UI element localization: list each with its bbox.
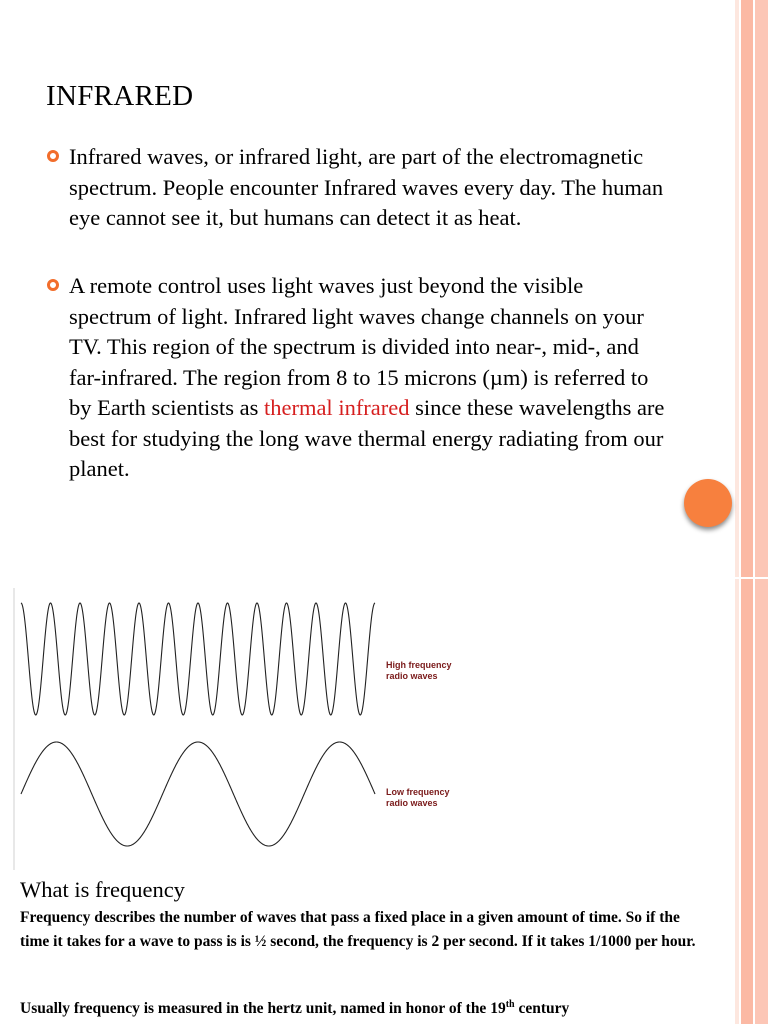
low-frequency-wave xyxy=(21,742,375,846)
bullet-text-start: A remote control uses light waves just beyond the visible spectrum of light. Infrared light waves change channels on your TV. This region of the spectrum is divided into near-, mid-, and far-infrared. The region from 8 to 15 microns (µm) is referred to by Earth scientists as xyxy=(69,273,649,420)
bullet-circle-icon xyxy=(47,279,59,291)
section-heading: What is frequency xyxy=(20,877,185,902)
bullet-item xyxy=(47,271,667,485)
high-frequency-wave xyxy=(21,603,375,715)
frequency-paragraph xyxy=(20,997,710,1021)
paragraph-text: century xyxy=(514,1000,570,1017)
bullet-circle-icon xyxy=(47,150,59,162)
stripe-divider xyxy=(735,577,768,579)
frequency-paragraph: Frequency describes the number of waves that pass a fixed place in a given amount of time. So if the time it takes for a wave to pass is is ½ second, the frequency is 2 per second. If it takes 1/1000 per hour. xyxy=(20,909,696,950)
bullet-text xyxy=(69,271,667,485)
superscript: th xyxy=(505,998,515,1010)
highlight-term: thermal infrared xyxy=(263,395,410,420)
paragraph-text: Usually frequency is measured in the hertz unit, named in honor of the 19 xyxy=(20,1000,506,1017)
bullet-text-end: since these wavelengths are best for studying the long wave thermal energy radiating from our planet. xyxy=(69,395,665,481)
low-frequency-label: Low frequency radio waves xyxy=(386,787,450,808)
slide-title: INFRARED xyxy=(46,80,194,112)
bullet-item xyxy=(47,142,667,234)
orange-circle-decoration xyxy=(684,479,732,527)
waves-svg xyxy=(13,588,463,870)
stripe xyxy=(741,0,753,1024)
bullet-text: Infrared waves, or infrared light, are part of the electromagnetic spectrum. People encounter Infrared waves every day. The human eye cannot see it, but humans can detect it as heat. xyxy=(69,144,664,230)
decorative-side-stripes xyxy=(735,0,768,1024)
high-frequency-label: High frequency radio waves xyxy=(386,660,452,681)
stripe xyxy=(755,0,768,1024)
wave-frequency-diagram xyxy=(13,588,463,870)
